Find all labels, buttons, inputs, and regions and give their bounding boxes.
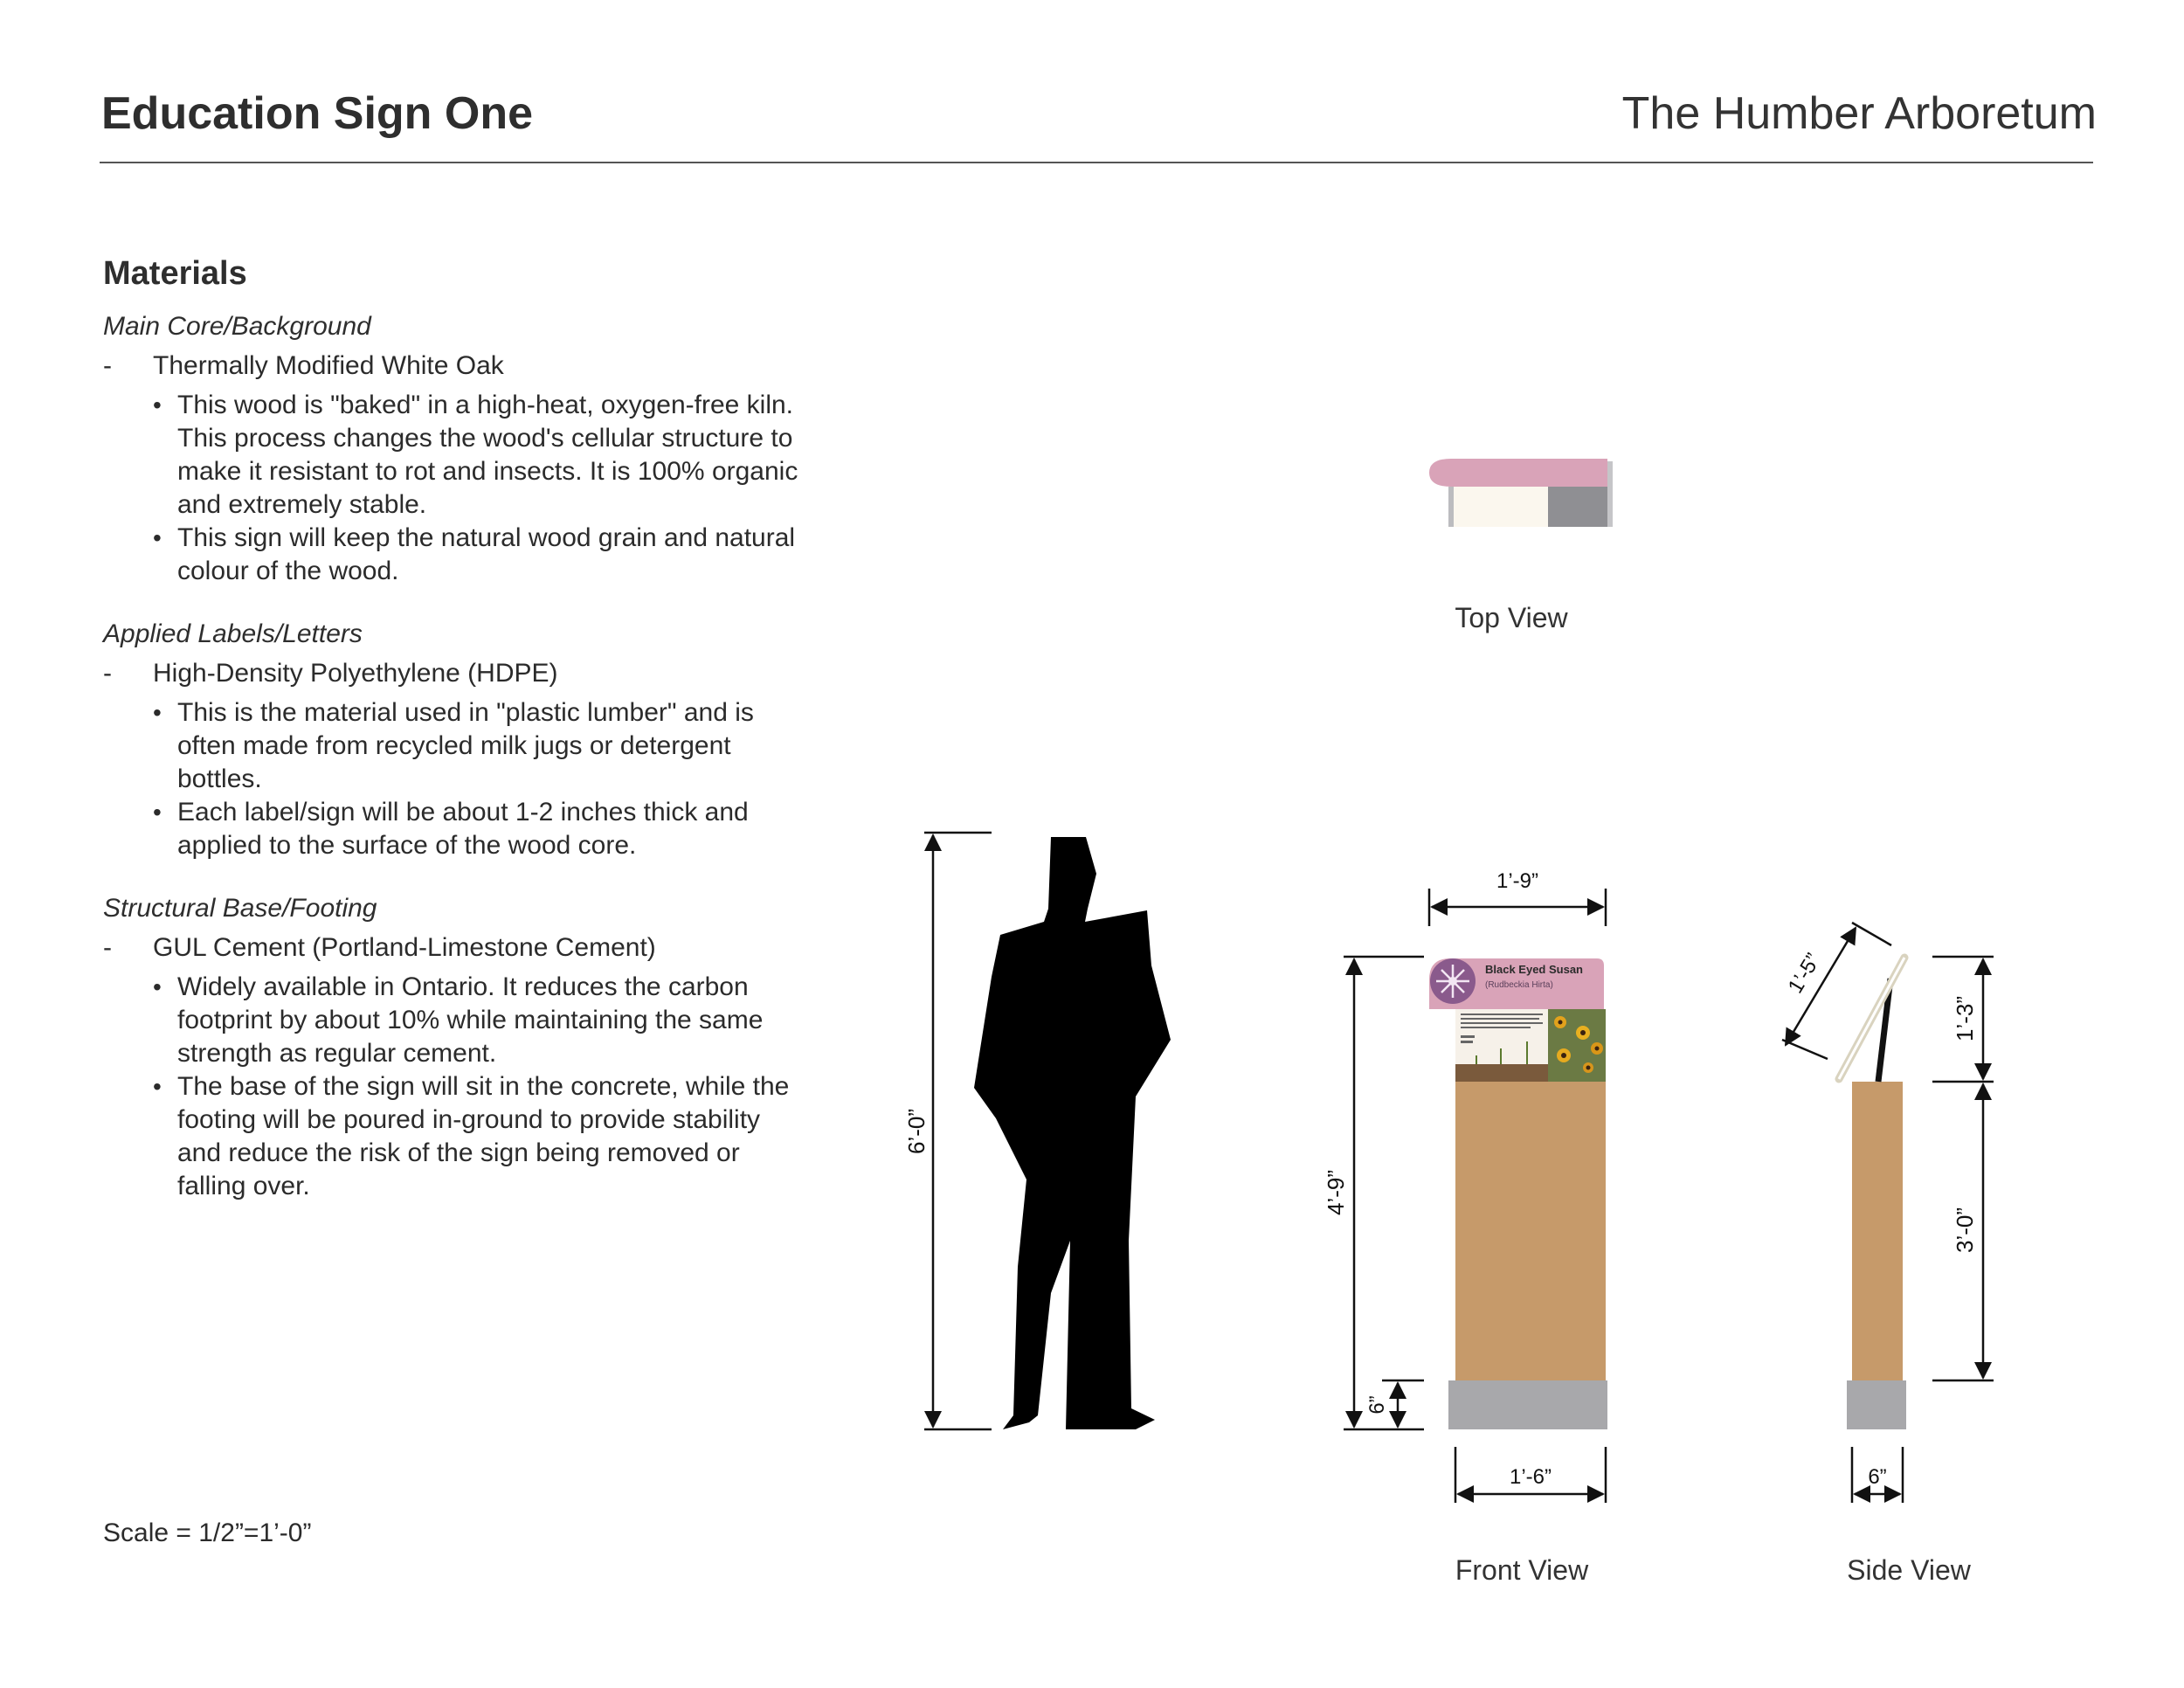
wood-plan-shape	[1448, 487, 1548, 527]
wood-core	[1455, 1082, 1606, 1380]
note-text: The base of the sign will sit in the concrete, while the footing will be poured in-ground to provide stability and reduce the risk of the sign being removed or falling over.	[177, 1072, 790, 1200]
species-name: Black Eyed Susan	[1485, 963, 1583, 976]
material-name: Thermally Modified White Oak	[153, 351, 504, 380]
section-title: Applied Labels/Letters	[103, 619, 363, 648]
note-text: This is the material used in "plastic lumber" and is often made from recycled milk jugs or detergent bottles.	[177, 698, 754, 793]
front-base-width-label: 1’-6”	[1509, 1465, 1552, 1489]
side-label-highlight	[1839, 958, 1904, 1079]
dash-marker: -	[103, 933, 112, 962]
front-height-label: 4’-9”	[1323, 1169, 1349, 1216]
post-plan-shape	[1548, 487, 1607, 527]
top-view-drawing	[1429, 459, 1613, 527]
side-upper-label: 1’-3”	[1952, 995, 1978, 1042]
dash-marker: -	[103, 659, 112, 688]
material-name: GUL Cement (Portland-Limestone Cement)	[153, 933, 656, 962]
note-text: Widely available in Ontario. It reduces the carbon footprint by about 10% while maintaining the same strength as regular cement.	[177, 972, 764, 1068]
growth-soil-strip	[1455, 1064, 1548, 1082]
side-wood-core	[1852, 1082, 1903, 1380]
flower-center	[1448, 977, 1457, 986]
plan-edge	[1607, 461, 1613, 527]
human-silhouette	[974, 837, 1171, 1429]
bullet-icon: •	[153, 973, 162, 1000]
dim-extension	[1782, 1040, 1828, 1059]
note-text: This wood is "baked" in a high-heat, oxygen-free kiln. This process changes the wood's cellular structure to make it resistant to rot and insects. It is 100% organic and extremely stable.	[177, 391, 798, 519]
bullet-icon: •	[153, 1073, 162, 1100]
species-latin: (Rudbeckia Hirta)	[1485, 980, 1553, 990]
note-text: Each label/sign will be about 1-2 inches thick and applied to the surface of the wood core.	[177, 798, 749, 860]
top-view-caption: Top View	[1455, 602, 1568, 633]
bullet-icon: •	[153, 524, 162, 551]
section-title: Structural Base/Footing	[103, 894, 377, 923]
label-plan-shape	[1429, 459, 1607, 487]
side-lower-label: 3’-0”	[1952, 1207, 1978, 1254]
side-view-caption: Side View	[1847, 1554, 1971, 1586]
plan-edge	[1448, 487, 1454, 527]
scale-note: Scale = 1/2”=1’-0”	[103, 1519, 312, 1547]
side-concrete-base	[1847, 1380, 1906, 1429]
person-height-label: 6’-0”	[903, 1108, 930, 1155]
section-title: Main Core/Background	[103, 312, 371, 341]
bullet-icon: •	[153, 391, 162, 419]
side-view-drawing	[1782, 923, 1994, 1503]
material-name: High-Density Polyethylene (HDPE)	[153, 659, 558, 688]
materials-heading: Materials	[103, 255, 247, 292]
front-top-width-label: 1’-9”	[1496, 869, 1539, 893]
organization-name: The Humber Arboretum	[1621, 88, 2097, 139]
side-base-width-label: 6”	[1868, 1465, 1887, 1489]
dash-marker: -	[103, 351, 112, 380]
species-label-panel	[1429, 958, 1606, 1082]
bullet-icon: •	[153, 699, 162, 726]
front-base-height-label: 6”	[1365, 1395, 1389, 1415]
human-scale-figure	[903, 833, 1171, 1429]
bullet-icon: •	[153, 799, 162, 826]
front-view-caption: Front View	[1455, 1554, 1589, 1586]
front-view-drawing	[1323, 869, 1607, 1503]
concrete-base	[1448, 1380, 1607, 1429]
side-panel-label: 1’-5”	[1783, 949, 1826, 998]
dim-extension	[1852, 923, 1891, 945]
page-title: Education Sign One	[101, 88, 534, 139]
note-text: This sign will keep the natural wood grain and natural colour of the wood.	[177, 523, 796, 585]
